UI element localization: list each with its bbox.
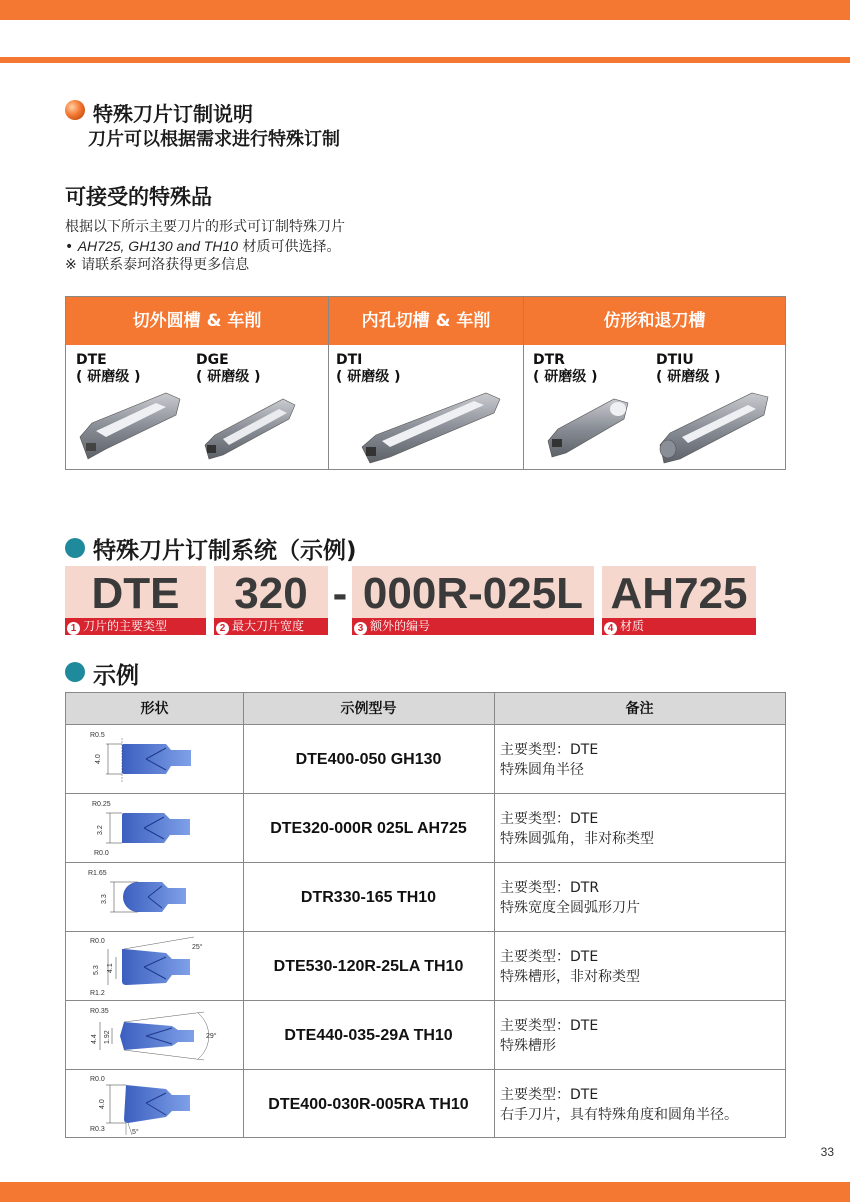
dim-label: R1.65 [88, 870, 107, 877]
note-desc: 特殊圆角半径 [500, 762, 584, 778]
dim-label: R0.0 [90, 938, 105, 945]
grades-text: AH725, GH130 and TH10 [77, 238, 239, 254]
example-model: DTE320-000R 025L AH725 [270, 820, 467, 837]
dte-insert-image [76, 385, 186, 465]
acceptable-line2 [65, 237, 341, 256]
orange-bullet-icon [65, 100, 85, 120]
divider [328, 297, 329, 469]
note-desc: 特殊圆弧角，非对称类型 [500, 831, 654, 847]
dim-label: 29° [206, 1033, 217, 1040]
dim-label: 3.2 [97, 825, 104, 835]
table-row [66, 1001, 785, 1070]
header-profiling: 仿形和退刀槽 [603, 311, 706, 331]
dim-label: R0.3 [90, 1126, 105, 1133]
label-text: 刀片的主要类型 [83, 619, 168, 633]
example-note [500, 1085, 738, 1125]
examples-table [65, 692, 786, 1138]
insert-grade: ( 研磨级 ) [656, 369, 721, 385]
teal-bullet-icon [65, 662, 85, 682]
insert-grade: ( 研磨级 ) [336, 369, 401, 385]
label-text: 最大刀片宽度 [232, 619, 305, 633]
example-note [500, 878, 640, 918]
examples-header [66, 693, 785, 725]
dim-label: 25° [192, 944, 203, 951]
dim-label: 1.92 [104, 1030, 111, 1044]
note-type: 主要类型：DTE [500, 1087, 599, 1103]
example-model: DTE400-030R-005RA TH10 [268, 1096, 469, 1113]
insert-grade: ( 研磨级 ) [533, 369, 598, 385]
shape-drawing [86, 1004, 236, 1067]
page-number: 33 [820, 1145, 834, 1159]
dim-label: R1.2 [90, 990, 105, 997]
insert-types-table [65, 296, 786, 470]
code-grade: AH725 [610, 569, 748, 618]
insert-grade: ( 研磨级 ) [196, 369, 261, 385]
shape-drawing [86, 728, 236, 791]
dim-label: 4.1 [107, 963, 114, 973]
table-row [66, 932, 785, 1001]
dim-label: 4.0 [95, 754, 102, 764]
note-type: 主要类型：DTR [500, 880, 600, 896]
number-4-icon: 4 [604, 622, 617, 635]
shape-drawing [86, 935, 236, 998]
dtr-insert-image [544, 385, 634, 465]
insert-name: DTI [336, 352, 363, 368]
system-heading: 特殊刀片订制系统（示例) [93, 538, 357, 564]
acceptable-heading: 可接受的特殊品 [65, 185, 212, 209]
header-od-grooving: 切外圆槽 & 车削 [132, 311, 262, 331]
note-desc: 特殊槽形，非对称类型 [500, 969, 640, 985]
code-extra: 000R-025L [362, 569, 584, 618]
example-note [500, 1016, 598, 1056]
number-3-icon: 3 [354, 622, 367, 635]
acceptable-line1: 根据以下所示主要刀片的形式可订制特殊刀片 [65, 219, 345, 235]
dim-label: R0.35 [90, 1008, 109, 1015]
dim-label: R0.0 [90, 1076, 105, 1083]
example-note [500, 740, 598, 780]
bullet: • [65, 239, 74, 255]
label-text: 材质 [620, 619, 645, 633]
insert-dte [76, 352, 141, 386]
shape-drawing [86, 797, 236, 860]
example-model: DTE440-035-29A TH10 [284, 1027, 453, 1044]
example-note [500, 947, 640, 987]
example-model: DTE400-050 GH130 [295, 751, 442, 768]
dim-label: R0.25 [92, 801, 111, 808]
table-row [66, 863, 785, 932]
table-row [66, 725, 785, 794]
number-2-icon: 2 [216, 622, 229, 635]
note-desc: 右手刀片，具有特殊角度和圆角半径。 [500, 1107, 738, 1123]
note-type: 主要类型：DTE [500, 742, 599, 758]
code-width: 320 [234, 569, 308, 618]
note-type: 主要类型：DTE [500, 949, 599, 965]
note-type: 主要类型：DTE [500, 811, 599, 827]
insert-name: DTR [533, 352, 565, 368]
column-model: 示例型号 [340, 701, 397, 717]
dge-insert-image [201, 389, 301, 464]
shape-drawing [86, 866, 236, 929]
dtiu-insert-image [656, 383, 776, 469]
note-desc: 特殊宽度全圆弧形刀片 [500, 900, 640, 916]
header-id-grooving: 内孔切槽 & 车削 [361, 311, 491, 331]
teal-bullet-icon [65, 538, 85, 558]
example-model: DTR330-165 TH10 [300, 889, 437, 906]
divider [523, 297, 524, 469]
shape-drawing [86, 1073, 236, 1136]
top-orange-line [0, 57, 850, 63]
insert-grade: ( 研磨级 ) [76, 369, 141, 385]
example-model: DTE530-120R-25LA TH10 [273, 958, 464, 975]
dim-label: 3.3 [101, 894, 108, 904]
dti-insert-image [356, 385, 506, 465]
code-dash: - [332, 569, 348, 618]
insert-name: DTE [76, 352, 107, 368]
dim-label: 5.3 [93, 965, 100, 975]
insert-dtiu [656, 352, 721, 386]
insert-name: DTIU [656, 352, 694, 368]
label-text: 额外的编号 [370, 619, 431, 633]
page-subtitle: 刀片可以根据需求进行特殊订制 [88, 129, 340, 150]
note-desc: 特殊槽形 [500, 1038, 556, 1054]
insert-name: DGE [196, 352, 229, 368]
bottom-orange-bar [0, 1182, 850, 1202]
insert-dge [196, 352, 261, 386]
table-row [66, 1070, 785, 1139]
insert-types-header [66, 297, 785, 345]
acceptable-line3: ※ 请联系泰珂洛获得更多信息 [65, 257, 250, 273]
dim-label: 4.4 [91, 1034, 98, 1044]
grades-suffix: 材质可供选择。 [242, 239, 341, 255]
insert-dtr [533, 352, 598, 386]
code-label-extra [352, 618, 594, 635]
code-type: DTE [91, 569, 180, 618]
dim-label: R0.0 [94, 850, 109, 857]
dim-label: 4.0 [99, 1099, 106, 1109]
examples-heading: 示例 [93, 663, 139, 689]
dim-label: 5° [132, 1129, 139, 1136]
code-label-grade [602, 618, 756, 635]
top-orange-bar [0, 0, 850, 20]
example-note [500, 809, 654, 849]
column-note: 备注 [625, 701, 654, 717]
code-label-width [214, 618, 328, 635]
insert-dti [336, 352, 401, 386]
dim-label: R0.5 [90, 732, 105, 739]
note-type: 主要类型：DTE [500, 1018, 599, 1034]
code-label-type [65, 618, 206, 635]
page-title: 特殊刀片订制说明 [93, 102, 253, 126]
number-1-icon: 1 [67, 622, 80, 635]
table-row [66, 794, 785, 863]
column-shape: 形状 [140, 701, 169, 717]
